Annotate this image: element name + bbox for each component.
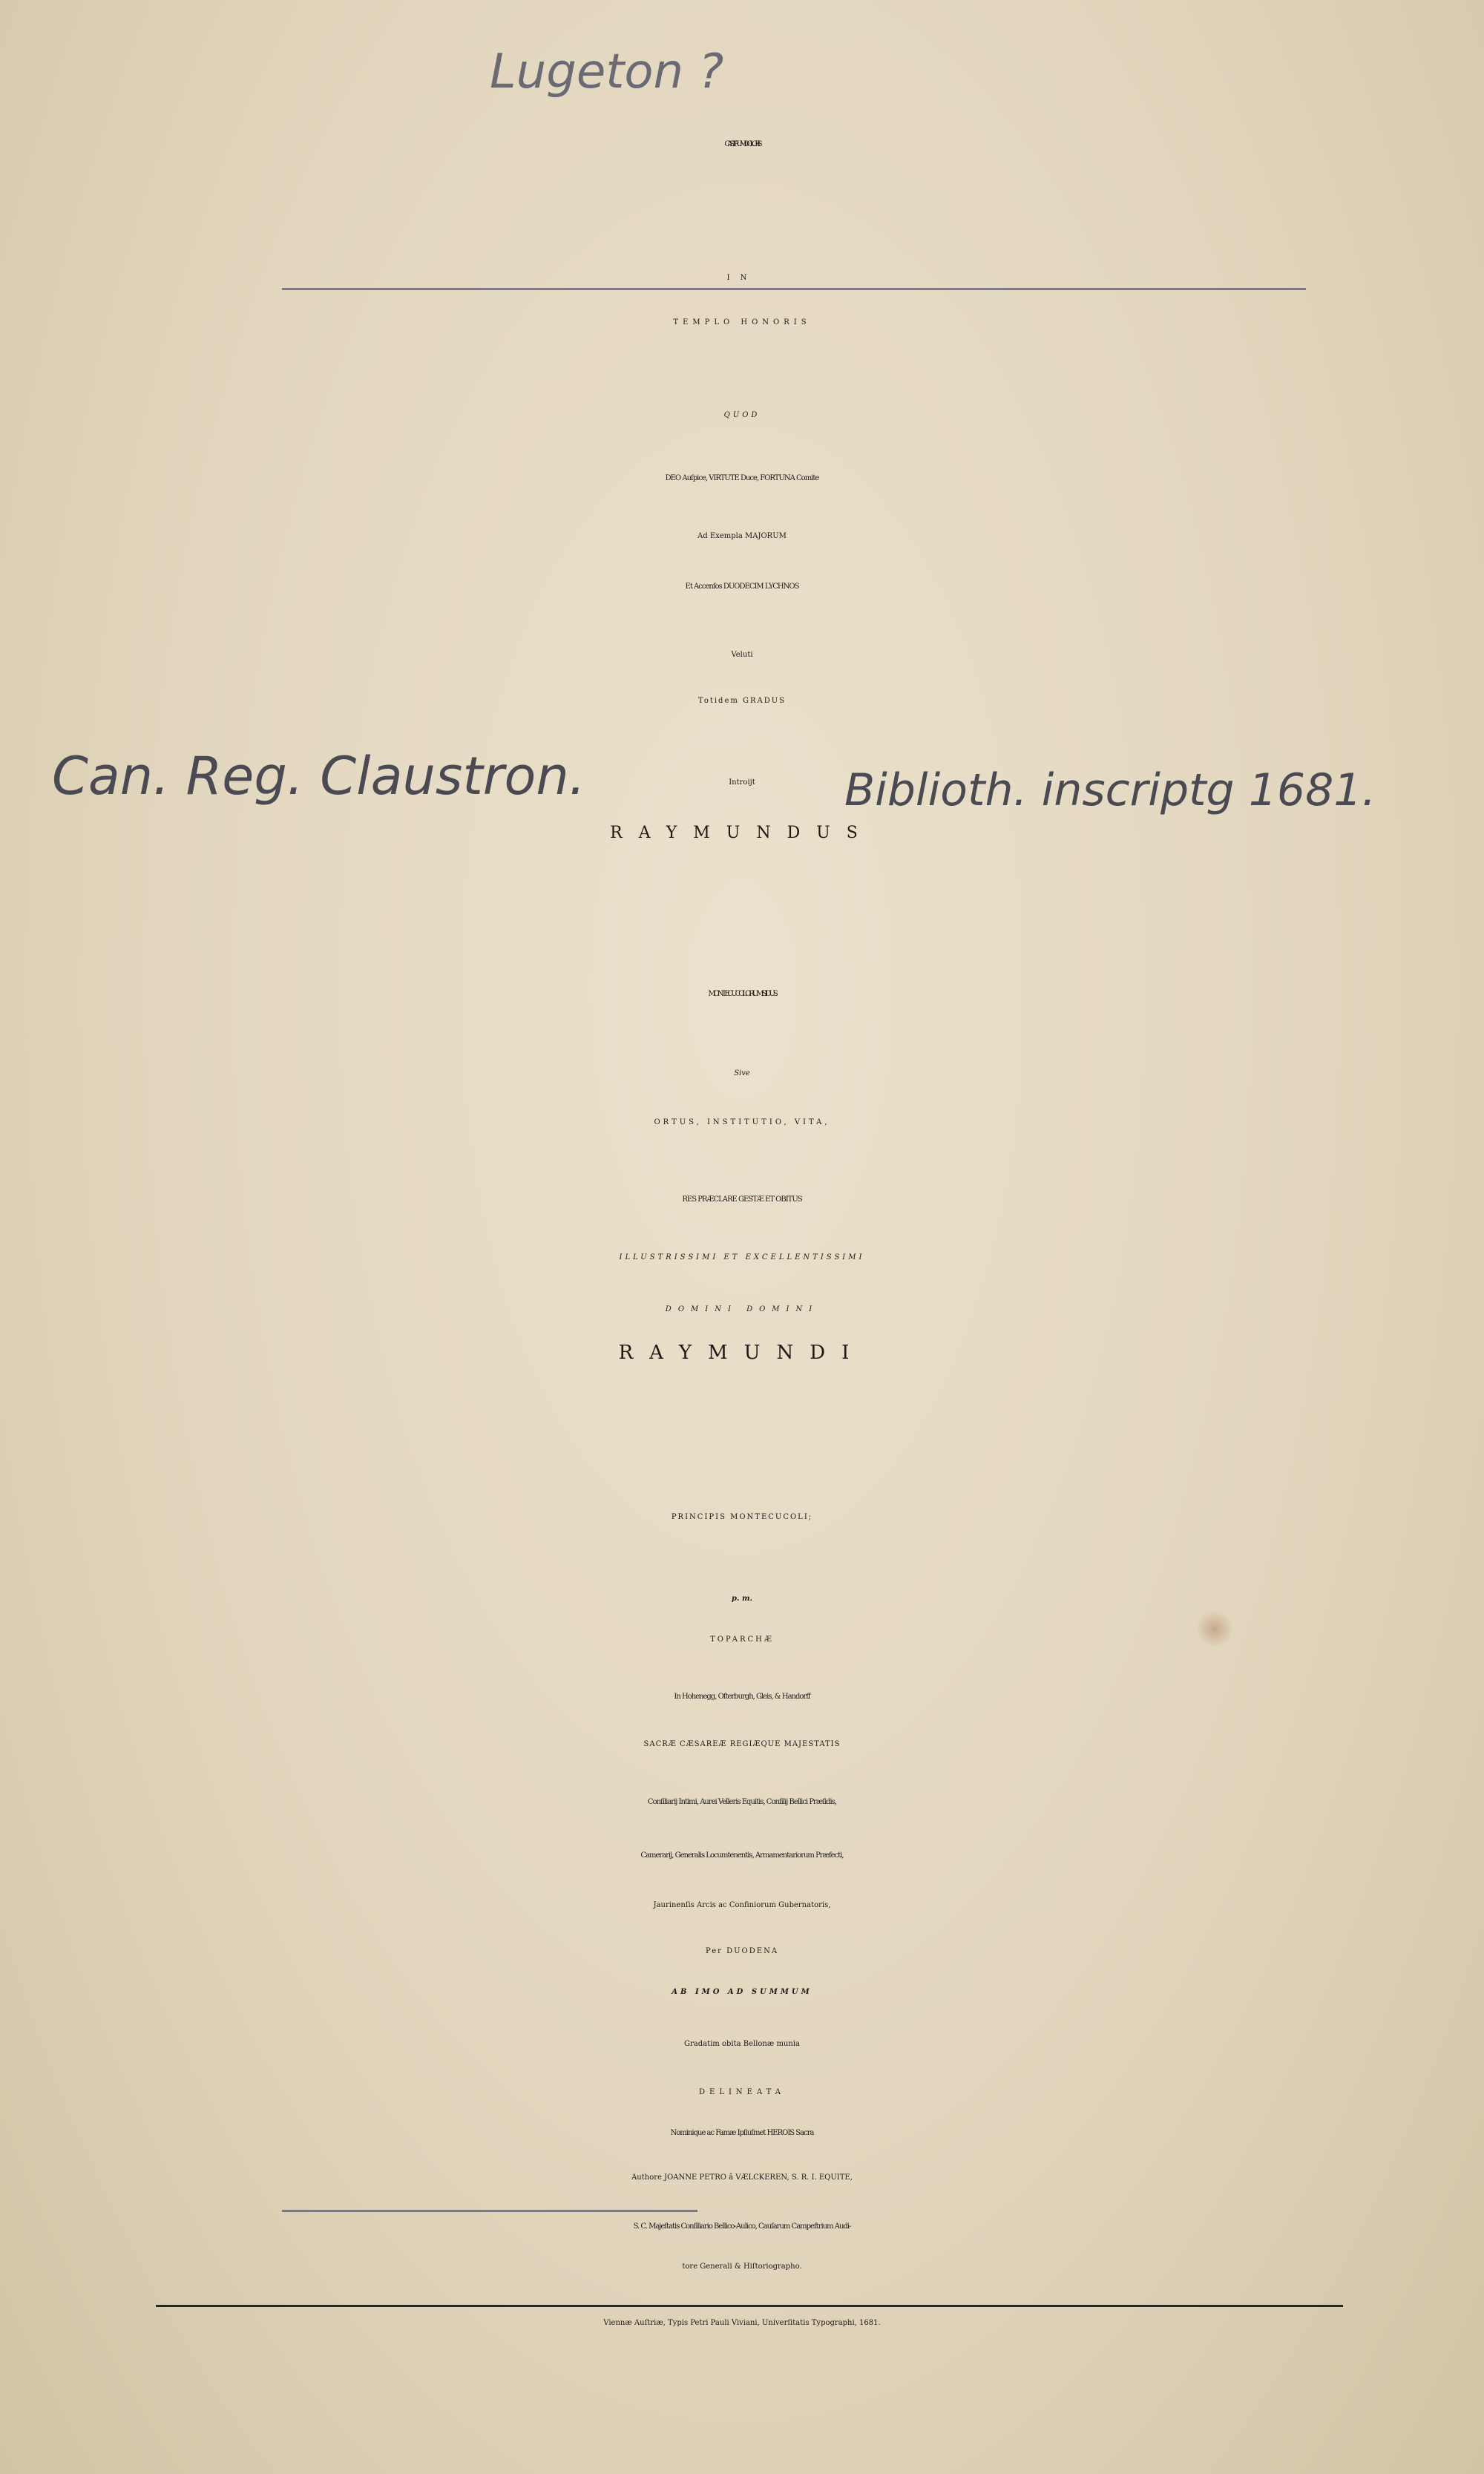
illustrissimi-line: ILLUSTRISSIMI ET EXCELLENTISSIMI bbox=[619, 1253, 865, 1261]
totidem-gradus: Totidem GRADUS bbox=[697, 697, 787, 705]
name-raymundi: RAYMUNDI bbox=[618, 1342, 866, 1364]
sive: Sive bbox=[734, 1069, 750, 1077]
nominique-line: Nominique ac Famæ Ipſiuſmet HEROIS Sacra bbox=[670, 2129, 814, 2137]
veluti: Veluti bbox=[731, 651, 753, 659]
res-line: RES PRÆCLARE GESTÆ ET OBITUS bbox=[682, 1195, 802, 1204]
title-in: IN bbox=[726, 274, 758, 282]
toparchae: TOPARCHÆ bbox=[710, 1635, 774, 1644]
gradatim-line: Gradatim obita Bellonæ munia bbox=[684, 2040, 800, 2048]
motto-line: DEO Auſpice, VIRTUTE Duce, FORTUNA Comite bbox=[665, 474, 819, 482]
quod: QUOD bbox=[723, 411, 761, 419]
jaurinensis-line: Jaurinenſis Arcis ac Confiniorum Gubernatoris, bbox=[653, 1901, 831, 1909]
principis-line: PRINCIPIS MONTECUCOLI; bbox=[671, 1513, 813, 1521]
hohenegg-line: In Hohenegg, Oſterburgh, Gleis, & Handorff bbox=[674, 1693, 810, 1701]
name-raymundus: RAYMUNDUS bbox=[610, 824, 874, 842]
imprint-line: Viennæ Auſtriæ, Typis Petri Pauli Viviani, Univerſitatis Typographi, 1681. bbox=[603, 2319, 881, 2327]
pm: p. m. bbox=[731, 1595, 753, 1603]
imprint-rule bbox=[156, 2305, 1343, 2307]
handwritten-note-top: Lugeton ? bbox=[490, 45, 724, 99]
sacrae-line: SACRÆ CÆSAREÆ REGIÆQUE MAJESTATIS bbox=[643, 1740, 841, 1748]
majestatis-line: S. C. Majeſtatis Conſiliario Bellico-Aulico, Cauſarum Campeſtrium Audi- bbox=[633, 2222, 851, 2231]
accensos-line: Et Accenſos DUODECIM LYCHNOS bbox=[685, 583, 799, 591]
pen-underline bbox=[282, 288, 1306, 290]
duodena-line: Per DUODENA bbox=[705, 1947, 779, 1955]
title-line1: CASTRUM DOLORIS bbox=[724, 140, 760, 148]
ortus-line: ORTUS, INSTITUTIO, VITA, bbox=[654, 1118, 830, 1126]
introijt: Introijt bbox=[729, 778, 755, 787]
delineata: DELINEATA bbox=[699, 2088, 785, 2096]
generali-line: tore Generali & Hiſtoriographo. bbox=[682, 2263, 802, 2271]
pen-underline-author bbox=[282, 2210, 697, 2212]
ad-exempla: Ad Exempla MAJORUM bbox=[697, 532, 787, 540]
authore-line: Authore JOANNE PETRO â VÆLCKEREN, S. R. I. EQUITE, bbox=[631, 2173, 853, 2182]
handwritten-note-right: Biblioth. inscriptg 1681. bbox=[844, 764, 1376, 816]
camerarij-line: Camerarij, Generalis Locumtenentis, Armamentariorum Præfecti, bbox=[640, 1851, 844, 1860]
domini-line: DOMINI DOMINI bbox=[665, 1305, 819, 1313]
montecucolorum-sidus: MONTECUCOLORUM SIDUS. bbox=[708, 990, 776, 998]
handwritten-note-left: Can. Reg. Claustron. bbox=[52, 746, 586, 807]
ab-imo-line: AB IMO AD SUMMUM bbox=[672, 1988, 812, 1996]
title-line2: TEMPLO HONORIS bbox=[673, 318, 811, 327]
consiliarij-line: Conſiliarij Intimi, Aurei Velleris Equitis, Conſilij Bellici Præſidis, bbox=[647, 1798, 837, 1806]
